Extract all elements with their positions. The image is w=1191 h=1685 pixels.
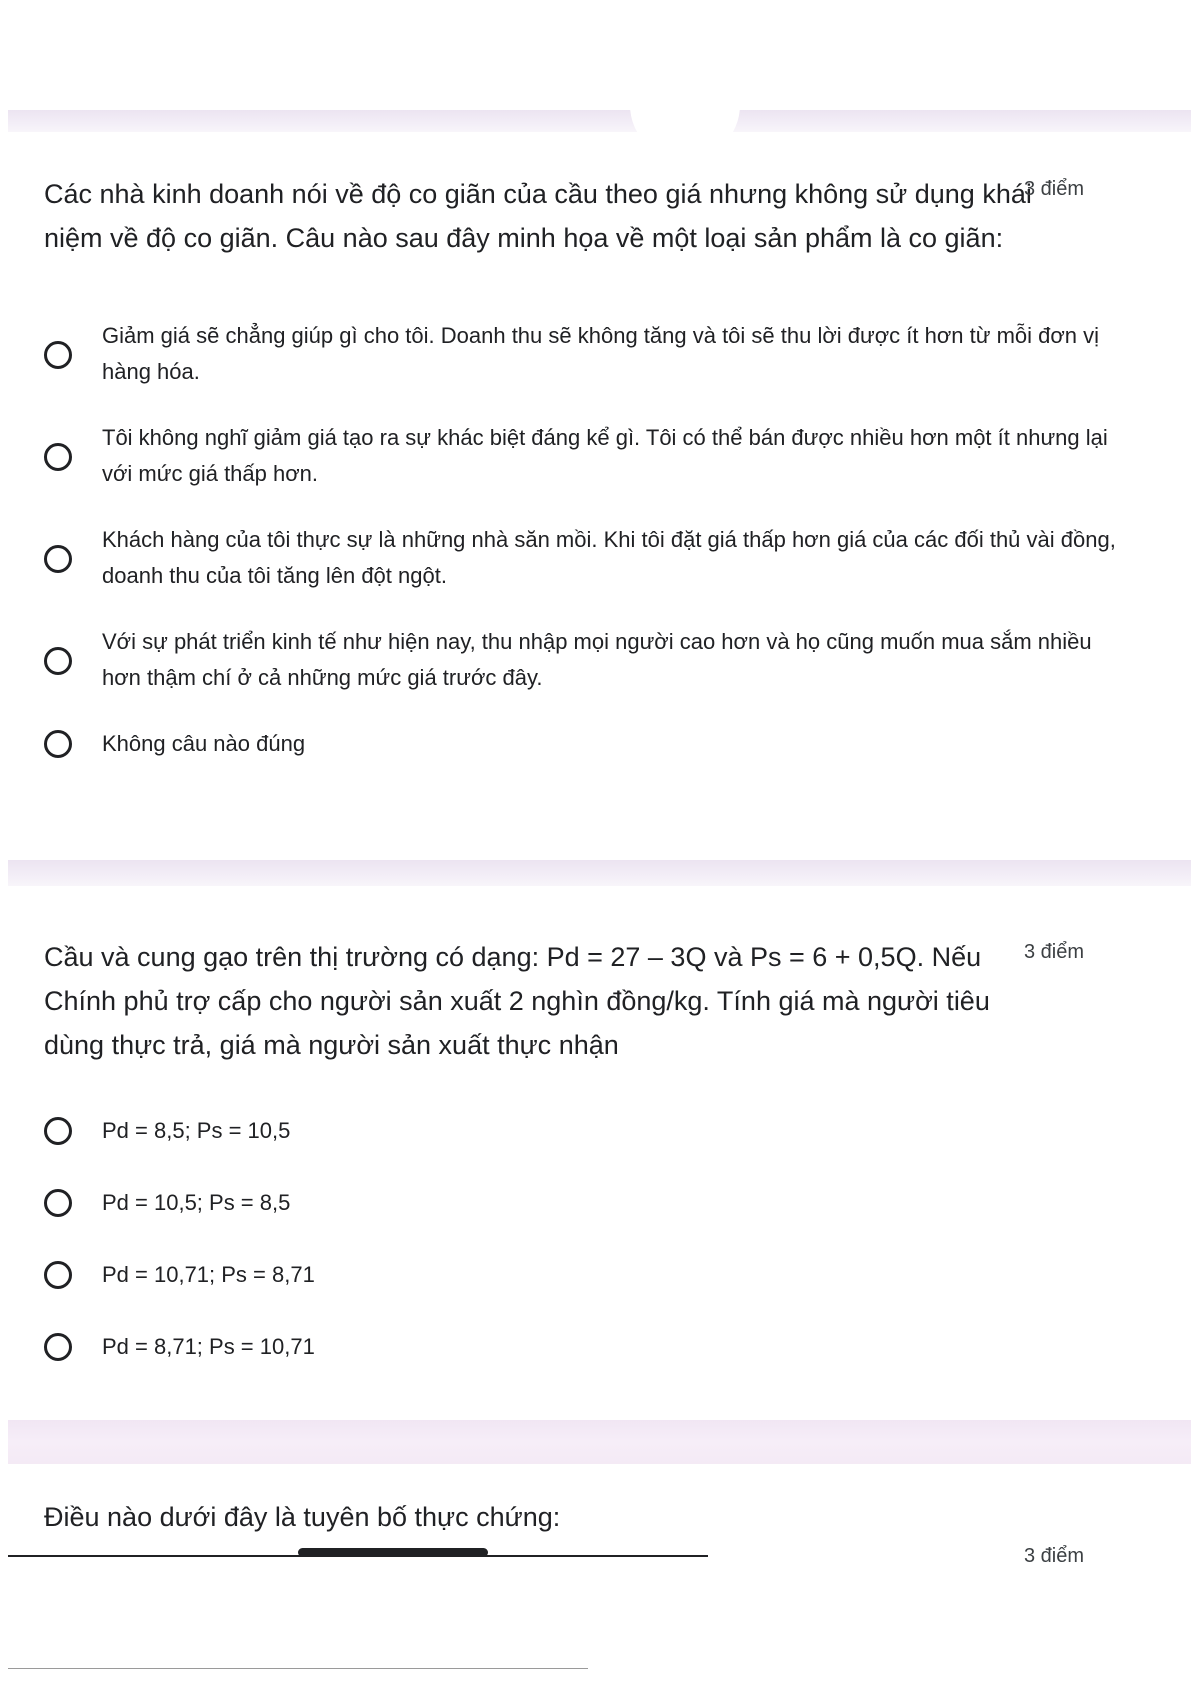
- points-label: 3 điểm: [1023, 1545, 1084, 1567]
- bottom-divider: [8, 1668, 588, 1669]
- section-divider: [8, 860, 1191, 886]
- option-3[interactable]: [44, 1257, 1044, 1293]
- option-4[interactable]: [44, 1329, 1044, 1365]
- points-label: 3 điểm: [1023, 941, 1084, 963]
- section-divider: [8, 110, 1191, 132]
- option-1[interactable]: [44, 1113, 1044, 1149]
- option-label: Pd = 8,71; Ps = 10,71: [102, 1334, 315, 1359]
- question-1: [44, 172, 1116, 792]
- header-notch: [630, 100, 740, 160]
- option-label: Với sự phát triển kinh tế như hiện nay, thu nhập mọi người cao hơn và họ cũng muốn mua sắm nhiều hơn thậm chí ở cả những mức giá trước đây.: [102, 629, 1092, 690]
- option-label: Không câu nào đúng: [102, 731, 306, 756]
- option-2[interactable]: [44, 1185, 1044, 1221]
- option-list: [44, 318, 1116, 762]
- radio-button[interactable]: [44, 647, 72, 675]
- option-label: Giảm giá sẽ chẳng giúp gì cho tôi. Doanh thu sẽ không tăng và tôi sẽ thu lời được ít hơn từ mỗi đơn vị hàng hóa.: [102, 323, 1100, 384]
- option-3[interactable]: [44, 522, 1116, 594]
- option-1[interactable]: [44, 318, 1100, 390]
- option-label: Tôi không nghĩ giảm giá tạo ra sự khác biệt đáng kể gì. Tôi có thể bán được nhiều hơn một ít nhưng lại với mức giá thấp hơn.: [102, 425, 1108, 486]
- question-3: [44, 1495, 1084, 1567]
- question-title: Cầu và cung gạo trên thị trường có dạng: Pd = 27 – 3Q và Ps = 6 + 0,5Q. Nếu Chính phủ trợ cấp cho người sản xuất 2 nghìn đồng/kg. Tính giá mà người tiêu dùng thực trả, giá mà người sản xuất thực nhận: [44, 942, 990, 1060]
- option-5[interactable]: [44, 726, 1044, 762]
- question-title: Các nhà kinh doanh nói về độ co giãn của cầu theo giá nhưng không sử dụng khái niệm về độ co giãn. Câu nào sau đây minh họa về một loại sản phẩm là co giãn:: [44, 179, 1032, 253]
- radio-button[interactable]: [44, 341, 72, 369]
- radio-button[interactable]: [44, 1261, 72, 1289]
- option-2[interactable]: [44, 420, 1108, 492]
- option-list: [44, 1113, 1044, 1365]
- option-label: Pd = 10,71; Ps = 8,71: [102, 1262, 315, 1287]
- option-label: Pd = 8,5; Ps = 10,5: [102, 1118, 291, 1143]
- points-label: 3 điểm: [1023, 178, 1084, 200]
- question-title: Điều nào dưới đây là tuyên bố thực chứng:: [44, 1502, 561, 1532]
- radio-button[interactable]: [44, 443, 72, 471]
- radio-button[interactable]: [44, 730, 72, 758]
- section-divider: [8, 1420, 1191, 1464]
- radio-button[interactable]: [44, 1117, 72, 1145]
- radio-button[interactable]: [44, 1189, 72, 1217]
- question-2: [44, 935, 1084, 1401]
- option-4[interactable]: [44, 624, 1092, 696]
- radio-button[interactable]: [44, 1333, 72, 1361]
- scroll-indicator: [298, 1548, 488, 1557]
- radio-button[interactable]: [44, 545, 72, 573]
- option-label: Khách hàng của tôi thực sự là những nhà săn mồi. Khi tôi đặt giá thấp hơn giá của các đối thủ vài đồng, doanh thu của tôi tăng lên đột ngột.: [102, 527, 1116, 588]
- option-label: Pd = 10,5; Ps = 8,5: [102, 1190, 291, 1215]
